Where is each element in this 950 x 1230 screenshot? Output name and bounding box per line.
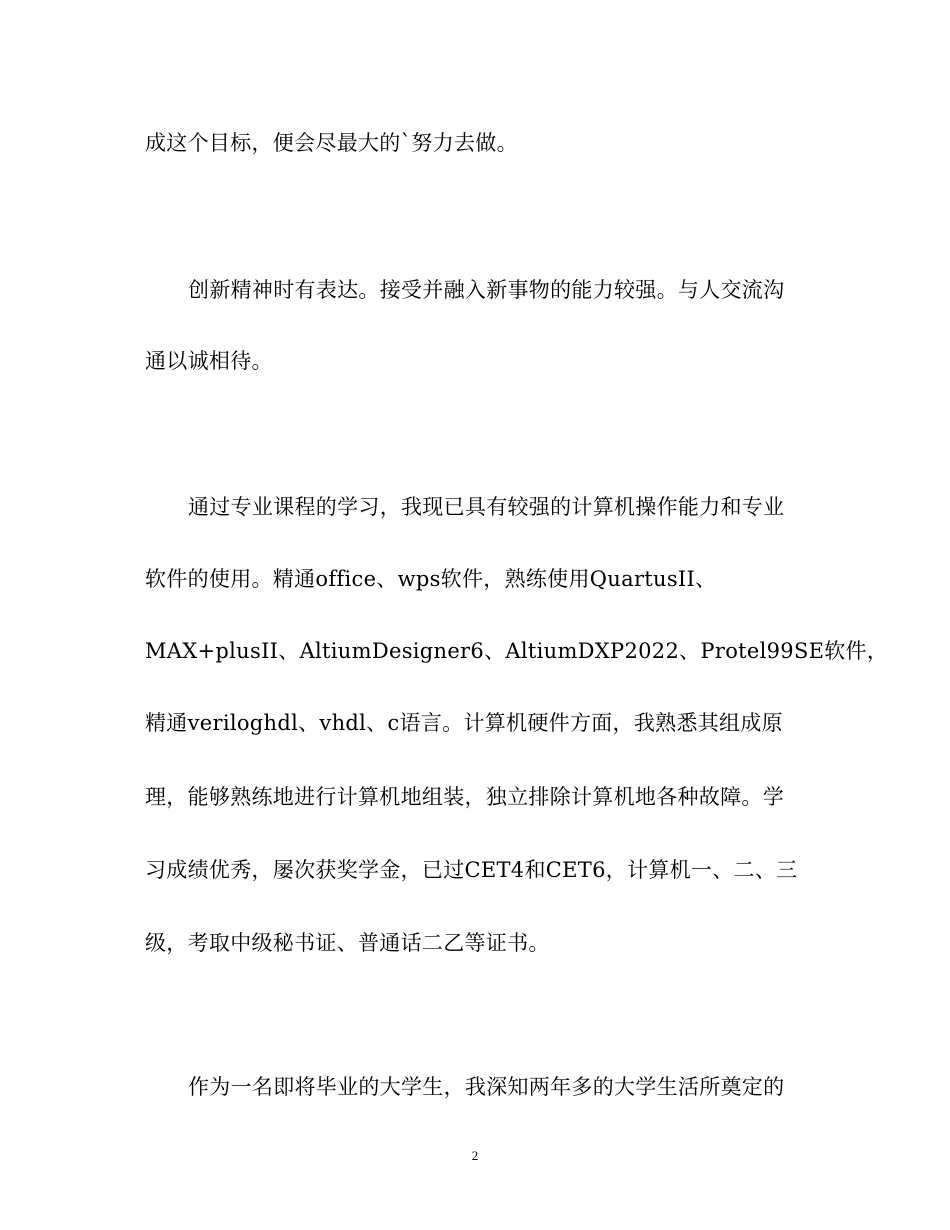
paragraph-line-5: MAX+plusII、AltiumDesigner6、AltiumDXP2022、Protel99SE软件，: [145, 639, 889, 663]
paragraph-line-3: 通过专业课程的学习，我现已具有较强的计算机操作能力和专业: [188, 495, 785, 519]
paragraph-line-4: 软件的使用。精通office、wps软件，熟练使用QuartusII、: [145, 567, 717, 591]
paragraph-line-2: 通以诚相待。: [145, 349, 273, 373]
paragraph-line-8: 习成绩优秀，屡次获奖学金，已过CET4和CET6，计算机一、二、三: [145, 858, 798, 882]
paragraph-line-10: 作为一名即将毕业的大学生，我深知两年多的大学生活所奠定的: [188, 1075, 785, 1099]
page-number: 2: [471, 1148, 479, 1163]
paragraph-line-6: 精通veriloghdl、vhdl、c语言。计算机硬件方面，我熟悉其组成原: [145, 711, 783, 735]
text-line-1: 成这个目标，便会尽最大的`努力去做。: [145, 131, 518, 155]
paragraph-line-9: 级，考取中级秘书证、普通话二乙等证书。: [145, 931, 550, 955]
paragraph-line-7: 理，能够熟练地进行计算机地组装，独立排除计算机地各种故障。学: [145, 785, 784, 809]
paragraph-line-1: 创新精神时有表达。接受并融入新事物的能力较强。与人交流沟: [188, 278, 785, 302]
